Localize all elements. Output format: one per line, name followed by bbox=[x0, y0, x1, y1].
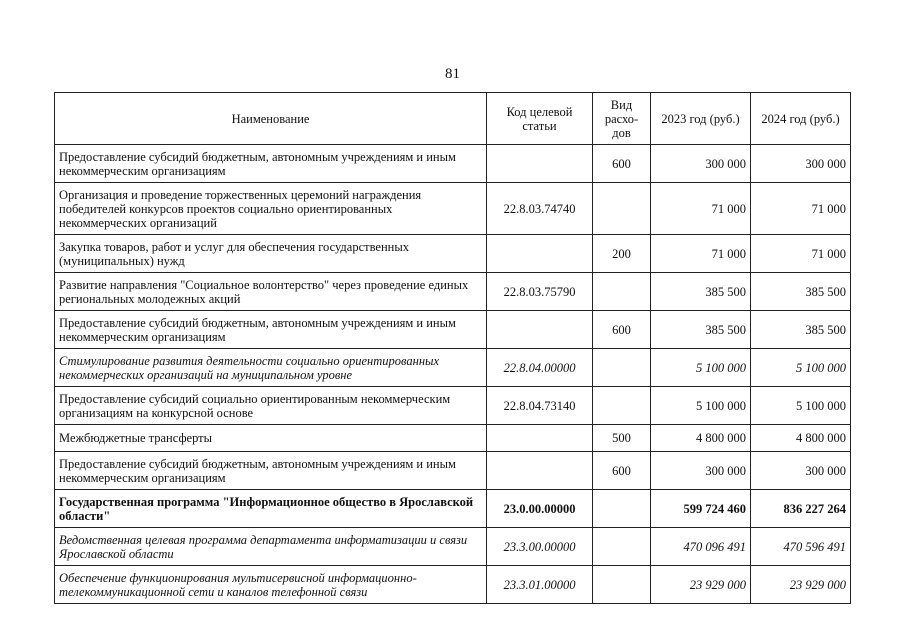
row-amount-2023: 385 500 bbox=[651, 273, 751, 311]
row-code: 23.3.01.00000 bbox=[487, 566, 593, 604]
table-row bbox=[55, 145, 851, 183]
budget-table bbox=[54, 92, 851, 604]
row-amount-2024: 836 227 264 bbox=[751, 490, 851, 528]
row-name: Стимулирование развития деятельности социально ориентированных некоммерческих организаций на муниципальном уровне bbox=[55, 349, 487, 387]
row-expense-type bbox=[593, 183, 651, 235]
row-name: Государственная программа "Информационное общество в Ярославской области" bbox=[55, 490, 487, 528]
row-amount-2024: 5 100 000 bbox=[751, 387, 851, 425]
row-amount-2023: 71 000 bbox=[651, 183, 751, 235]
row-amount-2023: 300 000 bbox=[651, 452, 751, 490]
row-name: Предоставление субсидий бюджетным, автономным учреждениям и иным некоммерческим организациям bbox=[55, 145, 487, 183]
table-row bbox=[55, 566, 851, 604]
row-name: Предоставление субсидий социально ориентированным некоммерческим организациям на конкурсной основе bbox=[55, 387, 487, 425]
row-amount-2024: 71 000 bbox=[751, 235, 851, 273]
row-amount-2024: 300 000 bbox=[751, 452, 851, 490]
table-row bbox=[55, 235, 851, 273]
row-name: Ведомственная целевая программа департамента информатизации и связи Ярославской области bbox=[55, 528, 487, 566]
row-expense-type: 600 bbox=[593, 452, 651, 490]
table-row bbox=[55, 349, 851, 387]
row-code bbox=[487, 425, 593, 452]
row-code: 22.8.03.75790 bbox=[487, 273, 593, 311]
row-amount-2023: 4 800 000 bbox=[651, 425, 751, 452]
row-code bbox=[487, 145, 593, 183]
row-expense-type bbox=[593, 528, 651, 566]
header-code: Код целевой статьи bbox=[487, 93, 593, 145]
row-expense-type bbox=[593, 349, 651, 387]
row-expense-type: 200 bbox=[593, 235, 651, 273]
row-amount-2023: 5 100 000 bbox=[651, 349, 751, 387]
table-row bbox=[55, 311, 851, 349]
table-row bbox=[55, 183, 851, 235]
row-amount-2023: 599 724 460 bbox=[651, 490, 751, 528]
table-row bbox=[55, 387, 851, 425]
header-2023: 2023 год (руб.) bbox=[651, 93, 751, 145]
row-amount-2024: 5 100 000 bbox=[751, 349, 851, 387]
row-expense-type bbox=[593, 566, 651, 604]
row-code: 23.0.00.00000 bbox=[487, 490, 593, 528]
table-row bbox=[55, 425, 851, 452]
table-body bbox=[55, 145, 851, 604]
page-number: 81 bbox=[445, 66, 460, 82]
row-amount-2024: 470 596 491 bbox=[751, 528, 851, 566]
row-expense-type bbox=[593, 273, 651, 311]
row-name: Закупка товаров, работ и услуг для обеспечения государственных (муниципальных) нужд bbox=[55, 235, 487, 273]
header-2024: 2024 год (руб.) bbox=[751, 93, 851, 145]
header-type: Вид расхо-дов bbox=[593, 93, 651, 145]
row-amount-2023: 470 096 491 bbox=[651, 528, 751, 566]
row-expense-type: 600 bbox=[593, 145, 651, 183]
row-amount-2023: 300 000 bbox=[651, 145, 751, 183]
table-header-row bbox=[55, 93, 851, 145]
row-code: 22.8.03.74740 bbox=[487, 183, 593, 235]
header-name: Наименование bbox=[55, 93, 487, 145]
row-expense-type bbox=[593, 490, 651, 528]
row-expense-type: 500 bbox=[593, 425, 651, 452]
row-amount-2023: 5 100 000 bbox=[651, 387, 751, 425]
row-name: Обеспечение функционирования мультисервисной информационно-телекоммуникационной сети и каналов телефонной связи bbox=[55, 566, 487, 604]
row-amount-2024: 385 500 bbox=[751, 273, 851, 311]
table-row bbox=[55, 528, 851, 566]
row-amount-2024: 71 000 bbox=[751, 183, 851, 235]
row-code bbox=[487, 452, 593, 490]
table-row bbox=[55, 452, 851, 490]
row-expense-type: 600 bbox=[593, 311, 651, 349]
row-expense-type bbox=[593, 387, 651, 425]
row-code bbox=[487, 311, 593, 349]
row-name: Развитие направления "Социальное волонтерство" через проведение единых региональных молодежных акций bbox=[55, 273, 487, 311]
row-code: 23.3.00.00000 bbox=[487, 528, 593, 566]
row-name: Предоставление субсидий бюджетным, автономным учреждениям и иным некоммерческим организациям bbox=[55, 311, 487, 349]
row-amount-2023: 23 929 000 bbox=[651, 566, 751, 604]
row-amount-2024: 300 000 bbox=[751, 145, 851, 183]
row-amount-2024: 4 800 000 bbox=[751, 425, 851, 452]
row-amount-2023: 385 500 bbox=[651, 311, 751, 349]
table-row bbox=[55, 273, 851, 311]
row-amount-2024: 385 500 bbox=[751, 311, 851, 349]
row-name: Предоставление субсидий бюджетным, автономным учреждениям и иным некоммерческим организациям bbox=[55, 452, 487, 490]
row-code bbox=[487, 235, 593, 273]
row-name: Межбюджетные трансферты bbox=[55, 425, 487, 452]
row-name: Организация и проведение торжественных церемоний награждения победителей конкурсов проектов социально ориентированных некоммерческих организаций bbox=[55, 183, 487, 235]
row-code: 22.8.04.00000 bbox=[487, 349, 593, 387]
row-amount-2023: 71 000 bbox=[651, 235, 751, 273]
table-row bbox=[55, 490, 851, 528]
row-code: 22.8.04.73140 bbox=[487, 387, 593, 425]
row-amount-2024: 23 929 000 bbox=[751, 566, 851, 604]
